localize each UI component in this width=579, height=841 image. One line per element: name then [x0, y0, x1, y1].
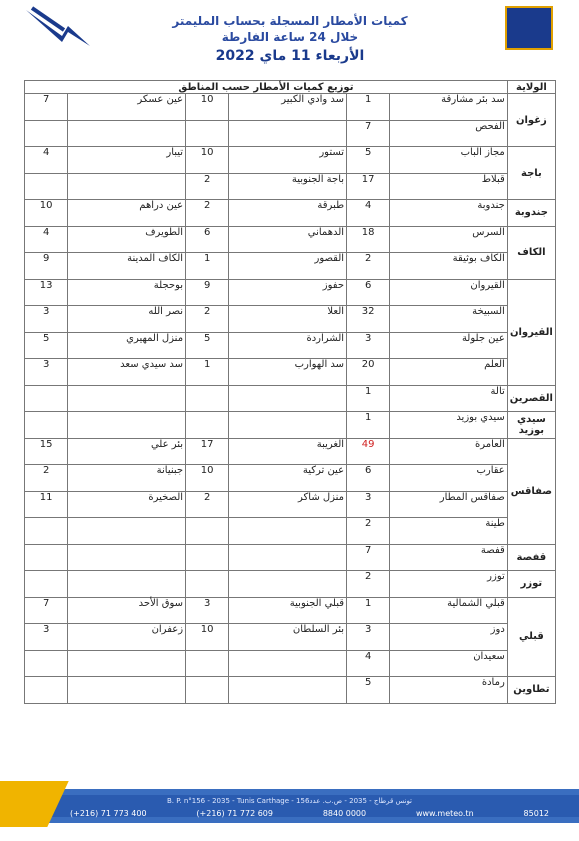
- station-name: [229, 677, 347, 704]
- rain-value: 32: [347, 306, 390, 333]
- station-name: سد الهوارب: [229, 359, 347, 386]
- station-name: سيدي بوزيد: [390, 412, 508, 439]
- institute-emblem: [505, 6, 553, 50]
- station-name: الدهماني: [229, 226, 347, 253]
- rain-value: 11: [25, 491, 68, 518]
- station-name: طبرقة: [229, 200, 347, 227]
- rain-value: 3: [25, 359, 68, 386]
- station-name: منزل شاكر: [229, 491, 347, 518]
- station-name: توزر: [390, 571, 508, 598]
- station-name: [68, 650, 186, 677]
- station-name: السبيخة: [390, 306, 508, 333]
- rain-value: 7: [25, 597, 68, 624]
- table-row: [25, 253, 556, 280]
- rain-value: 3: [25, 306, 68, 333]
- station-name: سد سيدي سعد: [68, 359, 186, 386]
- station-name: قفصة: [390, 544, 508, 571]
- station-name: رمادة: [390, 677, 508, 704]
- station-name: عين تركية: [229, 465, 347, 492]
- footer-address: B. P. n°156 - 2035 - Tunis Carthage - تونس قرطاج - 2035 - ص.ب. عدد156: [166, 797, 413, 805]
- station-name: [68, 571, 186, 598]
- rain-value: 7: [347, 120, 390, 147]
- governorate-cell: زغوان: [507, 94, 555, 147]
- station-name: الصخيرة: [68, 491, 186, 518]
- table-row: [25, 200, 556, 227]
- rain-value: 4: [25, 147, 68, 174]
- rain-value: [186, 677, 229, 704]
- rain-value: [186, 571, 229, 598]
- footer: [0, 781, 579, 827]
- governorate-cell: القصرين: [507, 385, 555, 412]
- station-name: [229, 544, 347, 571]
- rain-value: [25, 650, 68, 677]
- rain-value: 6: [347, 279, 390, 306]
- table-row: [25, 571, 556, 598]
- rain-value: [25, 173, 68, 200]
- governorate-cell: الكاف: [507, 226, 555, 279]
- station-name: سد وادي الكبير: [229, 94, 347, 121]
- governorate-cell: القيروان: [507, 279, 555, 385]
- rain-value: 9: [25, 253, 68, 280]
- rain-value: 13: [25, 279, 68, 306]
- rain-value: [25, 518, 68, 545]
- station-name: السرس: [390, 226, 508, 253]
- rain-value: 1: [347, 385, 390, 412]
- station-name: العامرة: [390, 438, 508, 465]
- rain-value: 5: [25, 332, 68, 359]
- station-name: نصر الله: [68, 306, 186, 333]
- table-row: [25, 624, 556, 651]
- governorate-cell: قبلي: [507, 597, 555, 677]
- rain-value: 10: [25, 200, 68, 227]
- rain-value: 6: [186, 226, 229, 253]
- station-name: [229, 120, 347, 147]
- table-row: [25, 597, 556, 624]
- station-name: عين دراهم: [68, 200, 186, 227]
- rain-value: 4: [25, 226, 68, 253]
- rain-value: 7: [347, 544, 390, 571]
- station-name: بوحجلة: [68, 279, 186, 306]
- station-name: [68, 173, 186, 200]
- station-name: [68, 120, 186, 147]
- rain-value: 20: [347, 359, 390, 386]
- rain-value: [25, 677, 68, 704]
- rain-value: [186, 385, 229, 412]
- table-row: [25, 94, 556, 121]
- rain-value: [25, 385, 68, 412]
- rain-value: 1: [347, 94, 390, 121]
- station-name: [68, 518, 186, 545]
- station-name: باجة الجنوبية: [229, 173, 347, 200]
- rain-value: 9: [186, 279, 229, 306]
- station-name: تستور: [229, 147, 347, 174]
- rainfall-table: [24, 80, 556, 704]
- table-row: [25, 385, 556, 412]
- station-name: قبلي الجنوبية: [229, 597, 347, 624]
- table-row: [25, 332, 556, 359]
- rain-value: 2: [25, 465, 68, 492]
- table-row: [25, 412, 556, 439]
- governorate-cell: سيدي بوزيد: [507, 412, 555, 439]
- rain-value: 2: [347, 518, 390, 545]
- col-distribution: توزيع كميات الأمطار حسب المناطق: [25, 81, 508, 94]
- rain-value: 5: [347, 677, 390, 704]
- table-row: [25, 491, 556, 518]
- footer-web[interactable]: www.meteo.tn: [415, 809, 474, 818]
- station-name: تيبار: [68, 147, 186, 174]
- table-row: [25, 306, 556, 333]
- station-name: عين عسكر: [68, 94, 186, 121]
- governorate-cell: جندوبة: [507, 200, 555, 227]
- table-row: [25, 677, 556, 704]
- station-name: [229, 385, 347, 412]
- governorate-cell: صفاقس: [507, 438, 555, 544]
- rain-value: 5: [347, 147, 390, 174]
- station-name: عين جلولة: [390, 332, 508, 359]
- rain-value: 49: [347, 438, 390, 465]
- station-name: سوق الأحد: [68, 597, 186, 624]
- rain-value: [186, 412, 229, 439]
- table-row: [25, 120, 556, 147]
- station-name: [229, 571, 347, 598]
- rain-value: 3: [347, 332, 390, 359]
- station-name: الشراردة: [229, 332, 347, 359]
- rain-value: 2: [186, 491, 229, 518]
- rain-value: 1: [186, 253, 229, 280]
- rain-value: [25, 412, 68, 439]
- rain-value: 1: [347, 597, 390, 624]
- station-name: الطويرف: [68, 226, 186, 253]
- rain-value: 2: [347, 571, 390, 598]
- station-name: طينة: [390, 518, 508, 545]
- station-name: جبنيانة: [68, 465, 186, 492]
- rain-value: 18: [347, 226, 390, 253]
- governorate-cell: تطاوين: [507, 677, 555, 704]
- rain-value: 3: [347, 491, 390, 518]
- footer-phone2: (+216) 71 772 609: [196, 809, 273, 818]
- rain-value: 15: [25, 438, 68, 465]
- rain-value: 10: [186, 94, 229, 121]
- title-line2: خلال 24 ساعة الفارطة: [221, 30, 359, 44]
- station-name: [68, 412, 186, 439]
- rain-value: [186, 518, 229, 545]
- governorate-cell: قفصة: [507, 544, 555, 571]
- station-name: زعفران: [68, 624, 186, 651]
- station-name: العلم: [390, 359, 508, 386]
- rain-value: [186, 650, 229, 677]
- station-name: العلا: [229, 306, 347, 333]
- rain-value: 3: [347, 624, 390, 651]
- station-name: قبلاط: [390, 173, 508, 200]
- rain-value: 17: [186, 438, 229, 465]
- footer-code: 85012: [523, 809, 549, 818]
- rain-value: 2: [347, 253, 390, 280]
- table-row: [25, 438, 556, 465]
- station-name: الكاف بوثيقة: [390, 253, 508, 280]
- table-row: [25, 650, 556, 677]
- station-name: [68, 544, 186, 571]
- rain-value: 10: [186, 465, 229, 492]
- station-name: الفحص: [390, 120, 508, 147]
- station-name: [68, 385, 186, 412]
- rain-value: 2: [186, 200, 229, 227]
- table-row: [25, 226, 556, 253]
- station-name: [229, 650, 347, 677]
- rain-value: 10: [186, 624, 229, 651]
- rain-value: [186, 544, 229, 571]
- station-name: [229, 412, 347, 439]
- station-name: [229, 518, 347, 545]
- station-name: بئر علي: [68, 438, 186, 465]
- rain-value: 10: [186, 147, 229, 174]
- station-name: حفوز: [229, 279, 347, 306]
- rain-value: 2: [186, 306, 229, 333]
- report-date: الأربعاء 11 ماي 2022: [215, 48, 365, 64]
- rain-value: [186, 120, 229, 147]
- station-name: عقارب: [390, 465, 508, 492]
- rain-value: 4: [347, 200, 390, 227]
- station-name: القيروان: [390, 279, 508, 306]
- station-name: سعيدان: [390, 650, 508, 677]
- rain-value: 7: [25, 94, 68, 121]
- rain-value: 5: [186, 332, 229, 359]
- governorate-cell: توزر: [507, 571, 555, 598]
- station-name: صفاقس المطار: [390, 491, 508, 518]
- rain-value: 6: [347, 465, 390, 492]
- station-name: دوز: [390, 624, 508, 651]
- rain-value: [25, 120, 68, 147]
- table-row: [25, 518, 556, 545]
- station-name: منزل المهيري: [68, 332, 186, 359]
- station-name: سد بئر مشارقة: [390, 94, 508, 121]
- station-name: جندوبة: [390, 200, 508, 227]
- station-name: تالة: [390, 385, 508, 412]
- rain-value: 3: [25, 624, 68, 651]
- footer-phone1: (+216) 71 773 400: [70, 809, 147, 818]
- station-name: [68, 677, 186, 704]
- station-name: الكاف المدينة: [68, 253, 186, 280]
- station-name: مجاز الباب: [390, 147, 508, 174]
- rain-value: [25, 544, 68, 571]
- table-row: [25, 147, 556, 174]
- meteo-logo: [24, 6, 94, 50]
- table-row: [25, 279, 556, 306]
- station-name: القصور: [229, 253, 347, 280]
- governorate-cell: باجة: [507, 147, 555, 200]
- table-row: [25, 544, 556, 571]
- rain-value: [25, 571, 68, 598]
- rain-value: 1: [186, 359, 229, 386]
- table-row: [25, 359, 556, 386]
- rain-value: 17: [347, 173, 390, 200]
- col-governorate: الولاية: [507, 81, 555, 94]
- rain-value: 2: [186, 173, 229, 200]
- table-row: [25, 173, 556, 200]
- table-row: [25, 465, 556, 492]
- rain-value: 1: [347, 412, 390, 439]
- title-line1: كميات الأمطار المسجلة بحساب المليمتر: [172, 14, 408, 28]
- station-name: بئر السلطان: [229, 624, 347, 651]
- rain-value: 4: [347, 650, 390, 677]
- rain-value: 3: [186, 597, 229, 624]
- station-name: قبلي الشمالية: [390, 597, 508, 624]
- station-name: الغريبة: [229, 438, 347, 465]
- footer-green: 8840 0000: [322, 809, 367, 818]
